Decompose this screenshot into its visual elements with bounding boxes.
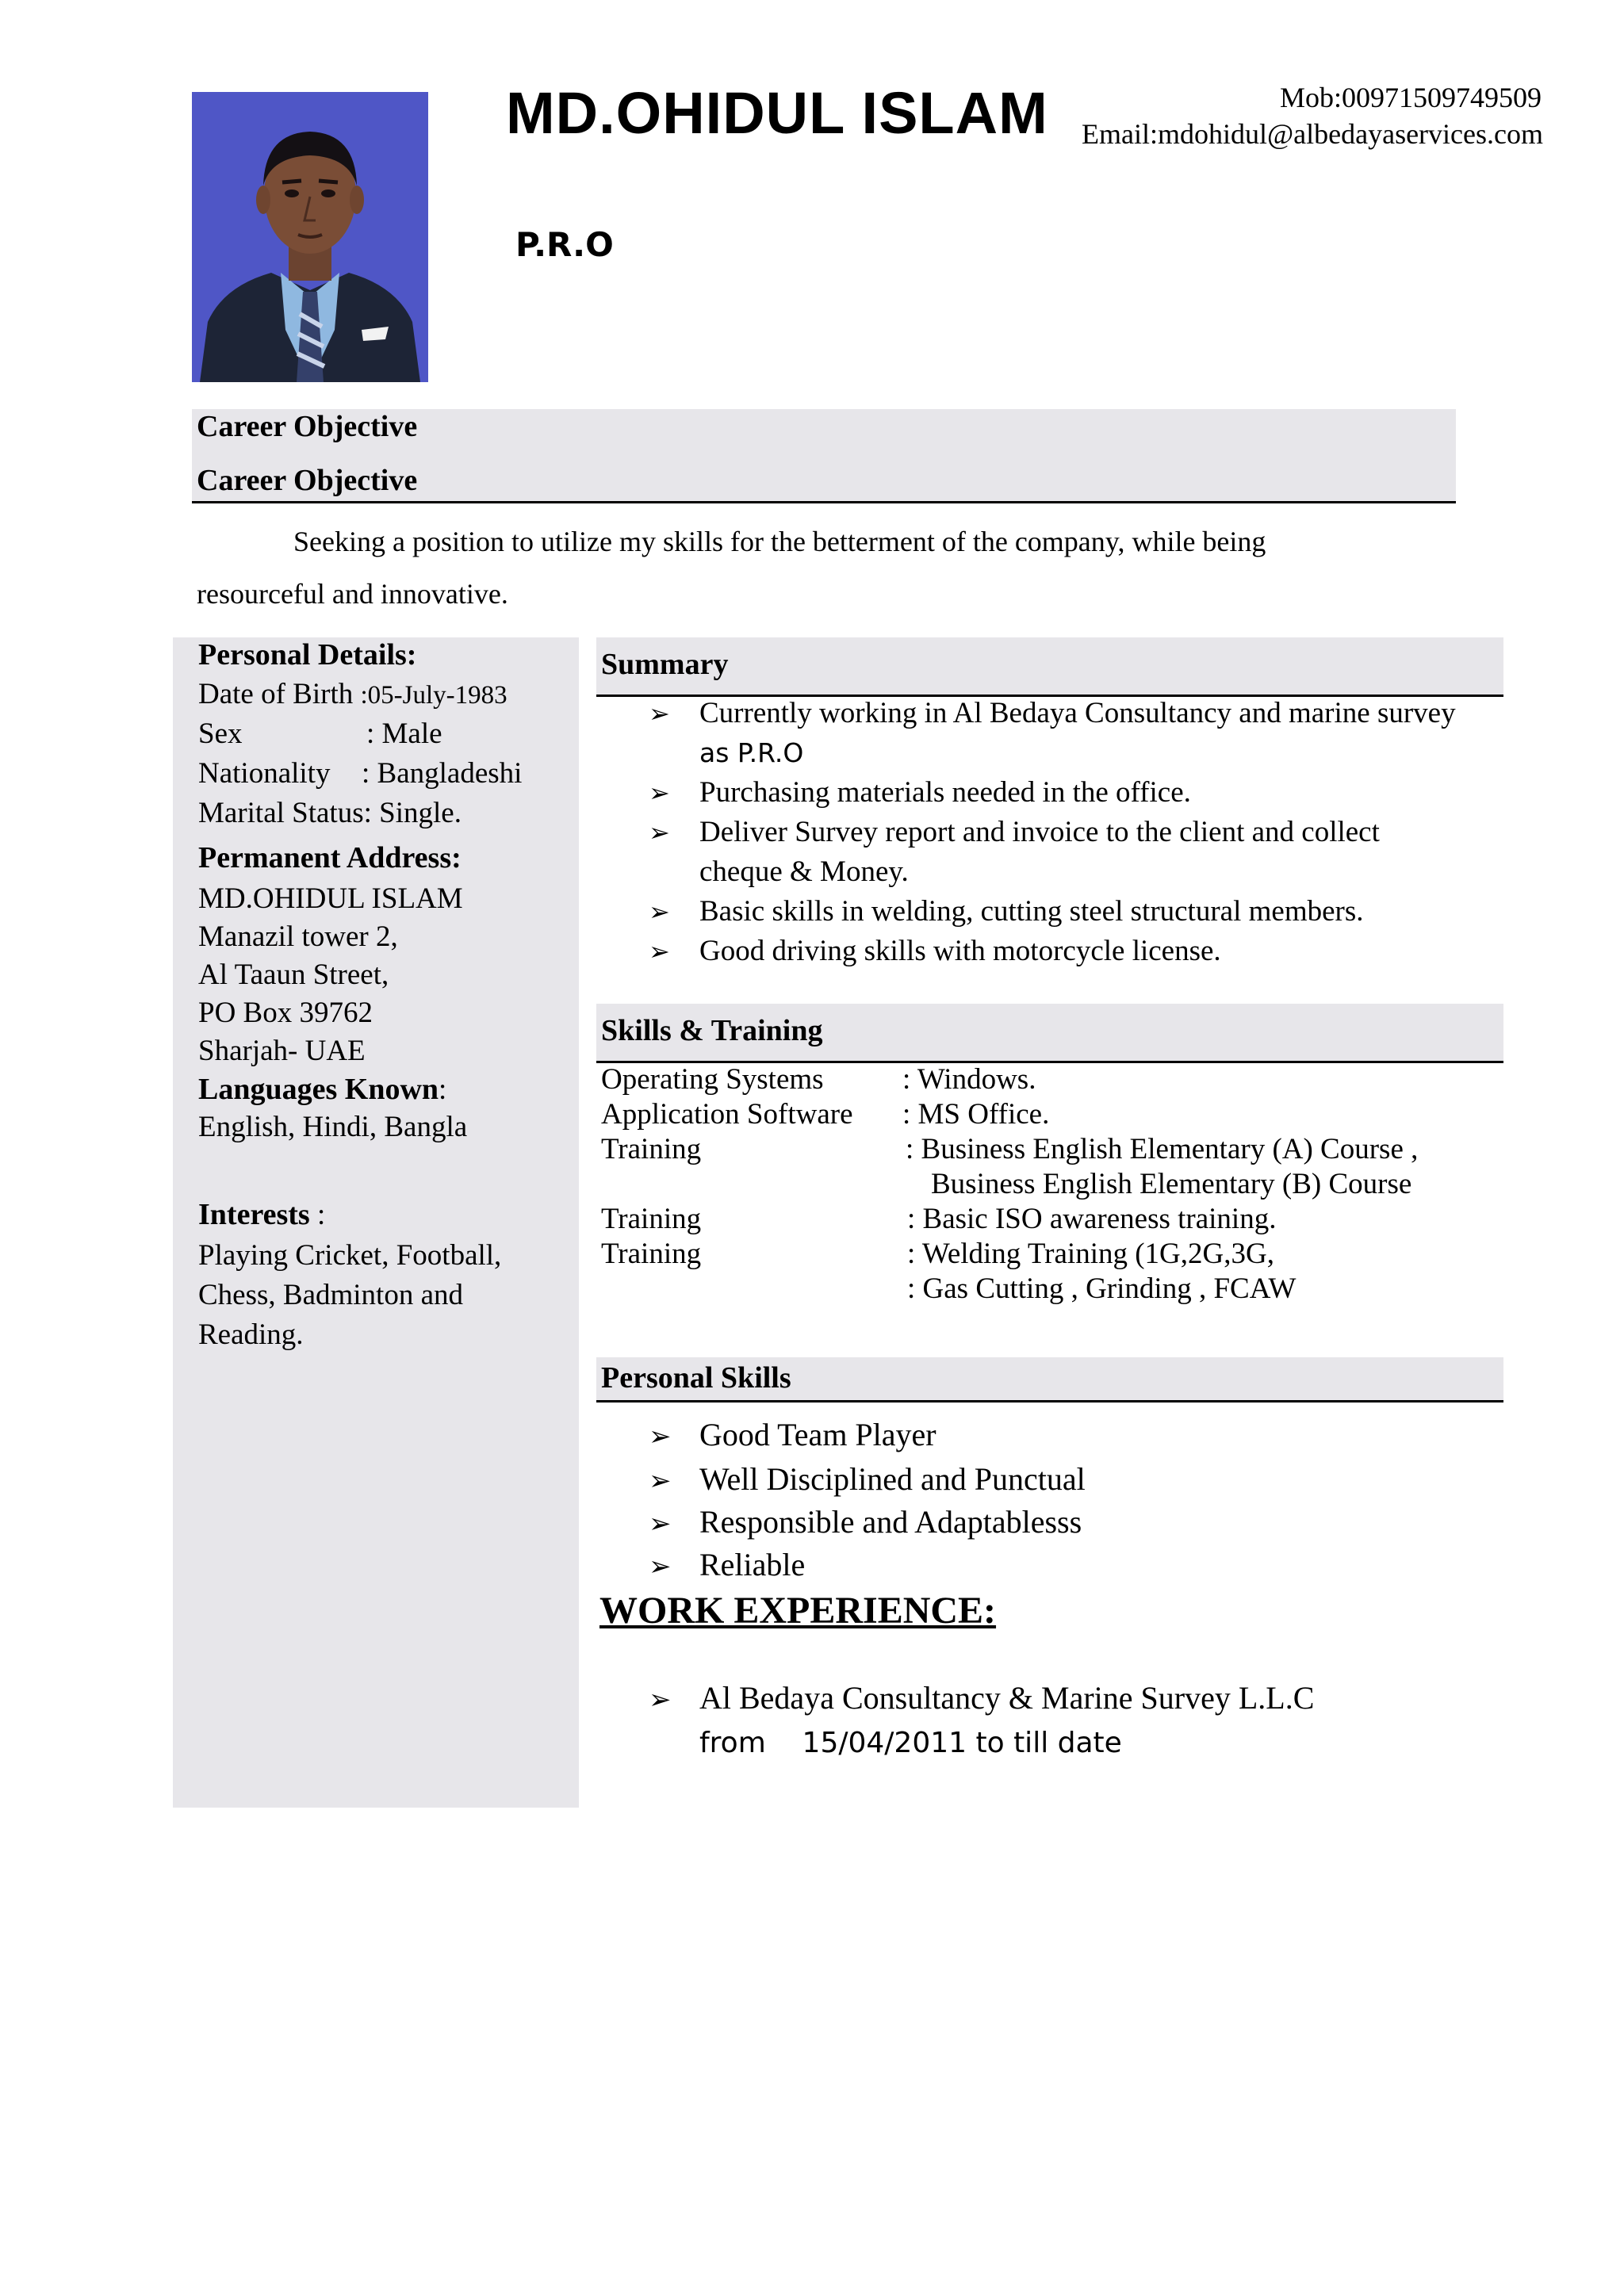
- personal-skill-item: ➢ Reliable: [649, 1547, 806, 1582]
- address-line: PO Box 39762: [198, 997, 373, 1029]
- summary-bullet: ➢ Basic skills in welding, cutting steel structural members.: [649, 895, 1364, 928]
- arrow-bullet-icon: ➢: [649, 698, 670, 729]
- summary-heading: Summary: [601, 648, 729, 681]
- interests-colon: :: [309, 1199, 326, 1231]
- skill-label: Training: [601, 1133, 702, 1165]
- career-objective-text: [197, 515, 1457, 620]
- objective-line-2: resourceful and innovative.: [197, 578, 508, 610]
- summary-header: [596, 637, 1503, 697]
- personal-skill-item: ➢ Responsible and Adaptablesss: [649, 1504, 1082, 1540]
- dob-label: Date of Birth: [198, 678, 354, 710]
- personal-skills-heading: Personal Skills: [601, 1361, 791, 1395]
- work-period: from 15/04/2011 to till date: [699, 1727, 1122, 1759]
- languages-heading: Languages Known: [198, 1073, 439, 1106]
- languages-colon: :: [439, 1073, 447, 1106]
- career-objective-heading-duplicate: Career Objective: [197, 464, 418, 497]
- summary-bullet: ➢ Purchasing materials needed in the office.: [649, 776, 1191, 809]
- skill-label: Application Software: [601, 1098, 853, 1131]
- summary-bullet-continuation: cheque & Money.: [699, 855, 909, 888]
- skill-label: Training: [601, 1203, 702, 1235]
- career-objective-header: [192, 409, 1456, 503]
- skill-value: : Business English Elementary (A) Course ,: [906, 1133, 1419, 1165]
- permanent-address-heading: Permanent Address:: [198, 841, 462, 874]
- skill-label: Training: [601, 1238, 702, 1270]
- profile-photo: [192, 92, 428, 382]
- summary-bullet-continuation: as P.R.O: [699, 737, 804, 768]
- job-title: P.R.O: [515, 225, 614, 264]
- address-line: Sharjah- UAE: [198, 1035, 366, 1067]
- sex-row: [198, 717, 442, 751]
- nationality-row: [198, 756, 522, 790]
- career-objective-heading: Career Objective: [197, 410, 418, 443]
- dob-value: :05-July-1983: [360, 681, 508, 710]
- arrow-bullet-icon: ➢: [649, 1551, 672, 1582]
- summary-bullet: ➢ Good driving skills with motorcycle license.: [649, 935, 1221, 967]
- arrow-bullet-icon: ➢: [649, 817, 670, 848]
- arrow-bullet-icon: ➢: [649, 778, 670, 808]
- email-address[interactable]: Email:mdohidul@albedayaservices.com: [1082, 118, 1543, 150]
- skill-value: : MS Office.: [902, 1098, 1050, 1131]
- address-line: MD.OHIDUL ISLAM: [198, 882, 463, 915]
- work-experience-heading: WORK EXPERIENCE:: [599, 1590, 997, 1632]
- skill-value: : Windows.: [902, 1063, 1036, 1096]
- personal-skill-item: ➢ Good Team Player: [649, 1417, 936, 1452]
- nationality-label: Nationality: [198, 757, 331, 790]
- languages-heading-row: [198, 1072, 446, 1107]
- skill-value: : Welding Training (1G,2G,3G,: [907, 1238, 1274, 1270]
- sex-label: Sex: [198, 718, 243, 750]
- objective-line-1: Seeking a position to utilize my skills for the betterment of the company, while being: [293, 526, 1266, 557]
- nationality-value: : Bangladeshi: [362, 757, 523, 790]
- skill-value: : Gas Cutting , Grinding , FCAW: [907, 1272, 1297, 1305]
- address-line: Al Taaun Street,: [198, 959, 389, 991]
- arrow-bullet-icon: ➢: [649, 1465, 672, 1497]
- arrow-bullet-icon: ➢: [649, 1684, 672, 1716]
- marital-status: Marital Status: Single.: [198, 797, 462, 829]
- company-name: Al Bedaya Consultancy & Marine Survey L.L.C: [699, 1680, 1315, 1716]
- personal-details-heading: Personal Details:: [198, 638, 417, 672]
- arrow-bullet-icon: ➢: [649, 1421, 672, 1452]
- languages-value: English, Hindi, Bangla: [198, 1111, 468, 1143]
- work-experience-item: [649, 1679, 1314, 1716]
- contact-block: [1082, 79, 1542, 152]
- person-portrait-icon: [192, 92, 428, 382]
- applicant-name: MD.OHIDUL ISLAM: [506, 80, 1048, 146]
- interests-heading-row: [198, 1197, 325, 1232]
- arrow-bullet-icon: ➢: [649, 897, 670, 927]
- summary-bullet: ➢ Deliver Survey report and invoice to the client and collect: [649, 816, 1380, 848]
- interests-line: Chess, Badminton and: [198, 1279, 464, 1311]
- interests-heading: Interests: [198, 1198, 310, 1231]
- summary-bullet: ➢ Currently working in Al Bedaya Consultancy and marine survey: [649, 697, 1456, 729]
- skills-training-header: [596, 1004, 1503, 1063]
- mobile-number: Mob:00971509749509: [1279, 82, 1542, 113]
- skill-value: : Basic ISO awareness training.: [907, 1203, 1277, 1235]
- dob-row: [198, 677, 508, 711]
- sex-value: : Male: [366, 718, 442, 750]
- interests-line: Reading.: [198, 1318, 304, 1351]
- skill-label: Operating Systems: [601, 1063, 824, 1096]
- personal-skill-item: ➢ Well Disciplined and Punctual: [649, 1461, 1086, 1497]
- arrow-bullet-icon: ➢: [649, 1508, 672, 1540]
- interests-line: Playing Cricket, Football,: [198, 1239, 502, 1272]
- arrow-bullet-icon: ➢: [649, 936, 670, 966]
- personal-skills-header: [596, 1357, 1503, 1402]
- skill-value: Business English Elementary (B) Course: [931, 1168, 1412, 1200]
- skills-training-heading: Skills & Training: [601, 1014, 823, 1047]
- address-line: Manazil tower 2,: [198, 920, 398, 953]
